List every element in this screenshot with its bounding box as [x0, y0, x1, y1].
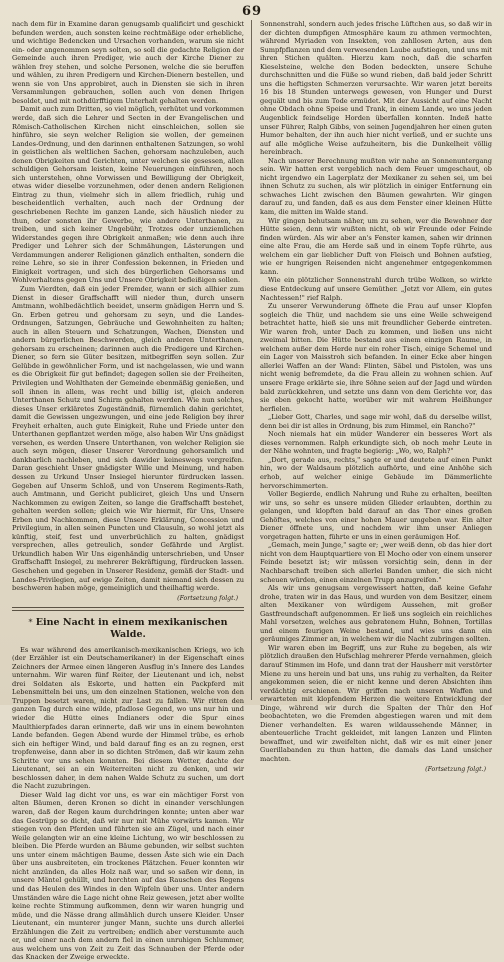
story-paragraph: Wir gingen behutsam näher, um zu sehen, wer die Bewohner der Hütte seien, denn wir wußten nicht, ob wir Freunde oder Feinde finden würden. Als wir aber an's Fenster kamen, sahen wir drinnen eine alte Frau, die am Herde saß und in einem Topfe rührte, aus welchem ein gar lieblicher Duft von Fleisch und Bohnen aufstieg, wie er hungrigen Reisenden nicht angenehmer entgegenkommen kann.: [260, 216, 492, 276]
story-paragraph: Es war während des amerikanisch-mexikanischen Kriegs, wo ich (der Erzähler ist ein Deutschamerikaner) in der Eigenschaft eines Zeichners der Armee einen längeren Ausflug in's Innere des Landes unternahm. Wir waren fünf Reiter, der Lieutenant und ich, nebst drei Soldaten als Eskorte, und hatten ein Packpferd mit Lebensmitteln bei uns, um den einzelnen Stationen, welche von den Truppen besetzt waren, nicht zur Last zu fallen. Wir ritten den ganzen Tag durch eine wilde, pfadlose Gegend, wo uns nur hin und wieder die Hütte eines Indianers oder die Spur eines Maulthierpfades daran erinnerte, daß wir uns in einem bewohnten Lande befanden. Gegen Abend wurde der Himmel trübe, es erhob sich ein heftiger Wind, und bald darauf fing es an zu regnen, erst tropfenweise, dann aber in so dichten Strömen, daß wir kaum zehn Schritte vor uns sehen konnten. Bei diesem Wetter, dachte der Lieutenant, sei an ein Weiterreiten nicht zu denken, und wir beschlossen daher, in dem nahen Walde Schutz zu suchen, um dort die Nacht zuzubringen.: [12, 645, 244, 791]
story-paragraph: „Dort, gerade aus, rechts," sagte er und deutete auf einen Punkt hin, wo der Waldsaum plötzlich aufhörte, und eine Anhöhe sich erhob, auf welcher einige Gebäude im Dämmerlichte hervorschimmerten.: [260, 455, 492, 490]
story-paragraph: Voller Begierde, endlich Nahrung und Ruhe zu erhalten, beeilten wir uns, so sehr es unsere müden Glieder erlaubten, dorthin zu gelangen, und klopften bald darauf an das Thor eines großen Gehöftes, welches von einer hohen Mauer umgeben war. Ein alter Diener öffnete uns, und nachdem wir ihm unser Anliegen vorgetragen hatten, führte er uns in einen geräumigen Hof.: [260, 490, 492, 541]
story-paragraph: Wir waren eben im Begriff, uns zur Ruhe zu begeben, als wir plötzlich draußen den Hufschlag mehrerer Pferde vernahmen, gleich darauf Stimmen im Hofe, und dann trat der Hausherr mit verstörter Miene zu uns herein und bat uns, uns ruhig zu verhalten, da Reiter angekommen seien, die er nicht kenne und deren Absichten ihm verdächtig erschienen. Wir griffen nach unseren Waffen und erwarteten mit klopfendem Herzen die weitere Entwicklung der Dinge, während wir durch die Spalten der Thür den Hof beobachteten, wo die Fremden abgestiegen waren und mit dem Diener verhandelten. Es waren wildaussehende Männer, in abenteuerliche Tracht gekleidet, mit langen Lanzen und Flinten bewaffnet, und wir zweifelten nicht, daß wir es mit einer jener Guerillabanden zu thun hatten, die damals das Land unsicher machten.: [260, 643, 492, 764]
continuation-note: (Fortsetzung folgt.): [425, 765, 486, 773]
article-paragraph: Zum Vierdten, daß ein jeder Fremder, wann er sich allhier zum Dienst in dieser Graffschafft will nieder thun, durch unsern Amtmann, wohlbedächtlich beeidet, unserm gnädigen Herrn und S. Gn. Erben getreu und gehorsam zu seyn, und die Landes-Ordnungen, Satzungen, Gebräuche und Gewohnheiten zu halten; auch in allen Steuern und Schatzungen, Wachen, Diensten und andern bürgerlichen Beschwerden, gleich anderen Unterthanen, gehorsam zu erscheinen; darinnen auch die Predigere und Kirchen-Diener, so fern sie Güter besitzen, mitbegriffen seyn sollen. Zur Gelübde in gewöhnlicher Form, und ist nachgelassen, wie und wann es die Obrigkeit für gut befindet; dagegen sollen sie der Freiheiten, Privilegien und Wohlthaten der Gemeinde ebenmäßig genießen, und soll ihnen in allem, was recht und billig ist, gleich anderen Unterthanen Schutz und Schirm gehalten werden. Wie nun solches, dieses Unser erkläretes Zugeständniß, fürnemlich dahin gerichtet, damit die Gewissen ungezwungen, und eine jede Religion bey ihrer Freyheit erhalten, auch gute Einigkeit, Ruhe und Friede unter den Unterthanen gepflantzet werden möge, also haben Wir Uns gnädigst versehen, es werden Unsere Unterthanen, von welcher Religion sie auch seyn mögen, dieser Unserer Verordnung gehorsamlich und dankbarlich nachleben, und sich dawider keineswegs vergreifen. Daran geschieht Unser gnädigster Wille und Meinung, und haben dessen zu Urkund Unser Insiegel hierunter fürdrucken lassen. Gegeben auf Unserm Schloß, und von Unserem Regiments-Rath, auch Amtmann, und Gericht publiciret, gleich Uns und Unsern Nachkommen zu ewigen Zeiten, so lange die Graffschafft bestehet, gehalten werden sollen; gleich wie Wir hiermit, für Uns, Unsere Erben und Nachkommen, diese Unsere Erklärung, Concession und Privilegium, in allen seinen Puncten und Clausuln, so wohl jetzt als künftig, steif, fest und unverbrüchlich zu halten, gnädigst versprechen, alles getreulich, sonder Gefährde und Arglist. Urkundlich haben Wir Uns eigenhändig unterschrieben, und Unser Graffschafft Insiegel, zu mehrerer Bekräftigung, fürdrucken lassen. Geschehen und gegeben in Unserer Residenz, gemäß der Stadt- und Landes-Privilegien, auf ewige Zeiten, damit niemand sich dessen zu beschweren haben möge, gemeiniglich und theilhaftig werde.: [12, 284, 244, 593]
story-paragraph: Sonnenstrahl, sondern auch jedes frische Lüftchen aus, so daß wir in der dichten dumpfigen Atmosphäre kaum zu athmen vermochten, während Myriaden von Insekten, von zahllosen Arten, aus den Sumpfpflanzen und dem verwesenden Laube aufstiegen, und uns mit ihren Stichen quälten. Hierzu kam noch, daß die scharfen Kieselsteine, welche den Boden bedeckten, unsere Schuhe durchschnitten und die Füße so wund rieben, daß bald jeder Schritt uns die heftigsten Schmerzen verursachte. Wir waren jetzt bereits 16 bis 18 Stunden unterwegs gewesen, von Hunger und Durst gequält und bis zum Tode ermüdet. Mit der Aussicht auf eine Nacht ohne Obdach ohne Speise und Trank, in einem Lande, wo uns jeden Augenblick feindselige Horden überfallen konnten. Indeß hatte unser Führer, Ralph Gibbs, von seinen Jugendjahren her einen guten Humor behalten, der ihn auch hier nicht verließ, und er suchte uns auf alle mögliche Weise aufzuheitern, bis die Dunkelheit völlig hereinbrach.: [260, 20, 492, 157]
story-paragraph: Wie ein plötzlicher Sonnenstrahl durch trübe Wolken, so wirkte diese Entdeckung auf unsere Gemüther. „Jetzt vor Allem, ein gutes Nachtessen!" rief Ralph.: [260, 276, 492, 302]
right-column: [260, 20, 492, 773]
story-paragraph: Dieser Wald lag dicht vor uns, es war ein mächtiger Forst von alten Bäumen, deren Kronen so dicht in einander verschlungen waren, daß der Regen kaum durchdringen konnte; unten aber war das Gestrüpp so dicht, daß wir nur mit Mühe vorwärts kamen. Wir stiegen von den Pferden und führten sie am Zügel, und nach einer Weile gelangten wir an eine kleine Lichtung, wo wir beschlossen zu bleiben. Die Pferde wurden an Bäume gebunden, wir selbst suchten uns unter einem mächtigen Baume, dessen Äste sich wie ein Dach über uns ausbreiteten, ein trockenes Plätzchen. Feuer konnten wir nicht anzünden, da alles Holz naß war, und so saßen wir denn, in unsere Mäntel gehüllt, und horchten auf das Rauschen des Regens und das Heulen des Windes in den Wipfeln über uns. Unter andern Umständen wäre die Lage nicht ohne Reiz gewesen, jetzt aber wollte keine rechte Stimmung aufkommen, denn wir waren hungrig und müde, und die Nässe drang allmählich durch unsere Kleider. Unser Lieutenant, ein munterer junger Mann, suchte uns durch allerlei Erzählungen die Zeit zu vertreiben; endlich aber verstummte auch er, und einer nach dem andern fiel in einen unruhigen Schlummer, aus welchem uns von Zeit zu Zeit das Schnauben der Pferde oder das Knacken der Zweige erweckte.: [12, 790, 245, 962]
headline-mark: *: [28, 617, 33, 627]
story-paragraph: Noch niemals hat ein müder Wanderer ein besseres Wort als dieses vernommen. Ralph erkundigte sich, ob noch mehr Leute in der Nähe wohnten, und fragte begierig: „Wo, wo, Ralph?": [260, 430, 492, 456]
story-paragraph: „Gemach, mein Junge," sagte er; „wer weiß denn, ob das hier dort nicht von dem Hauptquartiere von El Mocho oder von einem unserer Feinde besetzt ist; wir müssen vorsichtig sein, denn in der Nachbarschaft treiben sich allerlei Banden umher, die sich nicht scheuen würden, einen einzelnen Trupp anzugreifen.": [260, 541, 492, 584]
page-number: 69: [241, 4, 263, 19]
column-divider: [251, 20, 252, 700]
continuation-note: (Fortsetzung folgt.): [177, 594, 238, 602]
article-paragraph: nach dem für in Examine daran genugsamb qualificirt und geschickt befunden werden, auch sonsten keine rechtmäßige oder erhebliche, und wichtige Bedencken und Ursachen vorhanden, warum sie nicht ein- oder angenommen seyn solten, so soll die gedachte Religion der Gemeinde auch ihren Prediger, wie auch der Kirche Diener zu wählen frey stehen, und solche Personen, welche die sie beruffen und wählen, zu ihren Predigern und Kirchen-Dienern bestellen, und wenn sie von Uns approbiret, auch in Diensten sie sich in ihren Versammlungen gebrauchen, sollen auch von denen Ihrigen besoldet, und mit nothdürfftigem Unterhalt gehalten werden.: [12, 20, 244, 105]
left-column: [12, 20, 245, 962]
story-paragraph: Nach unserer Berechnung mußten wir nahe an Sonnenuntergang sein. Wir hatten erst vergeblich nach dem Feuer umgeschaut, ob nicht irgendwo ein Lagerplatz der Mexikaner zu sehen sei, um bei ihnen Schutz zu suchen, als wir plötzlich in einiger Entfernung ein schwaches Licht zwischen den Bäumen gewahrten. Wir gingen darauf zu, und fanden, daß es aus dem Fenster einer kleinen Hütte kam, die mitten im Walde stand.: [260, 156, 492, 217]
story-paragraph: Zu unserer Verwunderung öffnete die Frau auf unser Klopfen sogleich die Thür, und nachdem sie uns eine Weile schweigend betrachtet hatte, hieß sie uns mit freundlicher Geberde eintreten. Wir waren froh, unter Dach zu kommen, und ließen uns nicht zweimal bitten. Die Hütte bestand aus einem einzigen Raume, in welchem außer dem Herde nur ein roher Tisch, einige Schemel und ein Lager von Maisstroh sich befanden. In einer Ecke aber hingen allerlei Waffen an der Wand: Flinten, Säbel und Pistolen, was uns nicht wenig befremdete, da die Frau allein zu wohnen schien. Auf unsere Frage erklärte sie, ihre Söhne seien auf der Jagd und würden bald zurückkehren, und setzte uns dann von dem Gerichte vor, das sie eben gekocht hatte, worüber wir mit wahrem Heißhunger herfielen.: [260, 302, 492, 413]
story-paragraph: „Lieber Gott, Charles, und sage mir wohl, daß du derselbe willst, denn bei dir ist alles in Ordnung, bis zum Himmel, ein Rancho?": [260, 413, 492, 430]
story-headline: [12, 617, 244, 641]
article-paragraph: Damit auch zum Dritten, so viel möglich, verhütet und vorkommen werde, daß sich die Lehrer und Secten in der Evangelischen und Römisch-Catholischen Kirchen nicht einschleichen, sollen sie hinführo, sie seyn welcher Religion sie wollen, der gemeinen Landes-Ordnung, und den darinnen enthaltenen Satzungen, so wohl in geistlichen als weltlichen Sachen, gehorsam nachzuleben, auch denen Obrigkeiten und Gerichten, unter welchen sie gesessen, allen schuldigen Gehorsam leisten, keine Neuerungen einführen, noch sich unterstehen, ohne Vorwissen und Bewilligung der Obrigkeit, etwas wider dieselbe vorzunehmen, oder denen andern Religionen Eintrag zu thun, vielmehr sich in allem friedlich, ruhig und bescheidentlich verhalten, auch nach der Ordnung der geschriebenen Rechte im ganzen Lande, sich häuslich nieder zu thun, oder sonsten ihr Gewerbe, wie andere Unterthanen, zu treiben, und sich keiner Ungebühr, Trotzes oder unziemlichen Widerstandes gegen ihre Obrigkeit anmaßen; wie denn auch ihre Prediger und Lehrer sich der Schmähungen, Lästerungen und Verdammungen anderer Religionen gänzlich enthalten, sondern die reine Lehre, so sie in ihrer Confession bekennen, in Frieden und Einigkeit vortragen, und sich des bürgerlichen Gehorsams und Wohlverhaltens gegen Uns und Unsere Obrigkeit befleißigen sollen.: [12, 105, 244, 285]
story-paragraph: Als wir uns genugsam vergewissert hatten, daß keine Gefahr drohe, traten wir in das Haus, und wurden von dem Besitzer, einem alten Mexikaner von würdigem Aussehen, mit großer Gastfreundschaft aufgenommen. Er ließ uns sogleich ein reichliches Mahl vorsetzen, welches aus gebratenem Huhn, Bohnen, Tortillas und einem feurigen Weine bestand, und wies uns dann ein geräumiges Zimmer an, in welchem wir die Nacht zubringen sollten.: [260, 584, 492, 644]
section-divider: [12, 607, 244, 611]
story-title: Eine Nacht in einem mexikanischen Walde.: [35, 616, 228, 640]
